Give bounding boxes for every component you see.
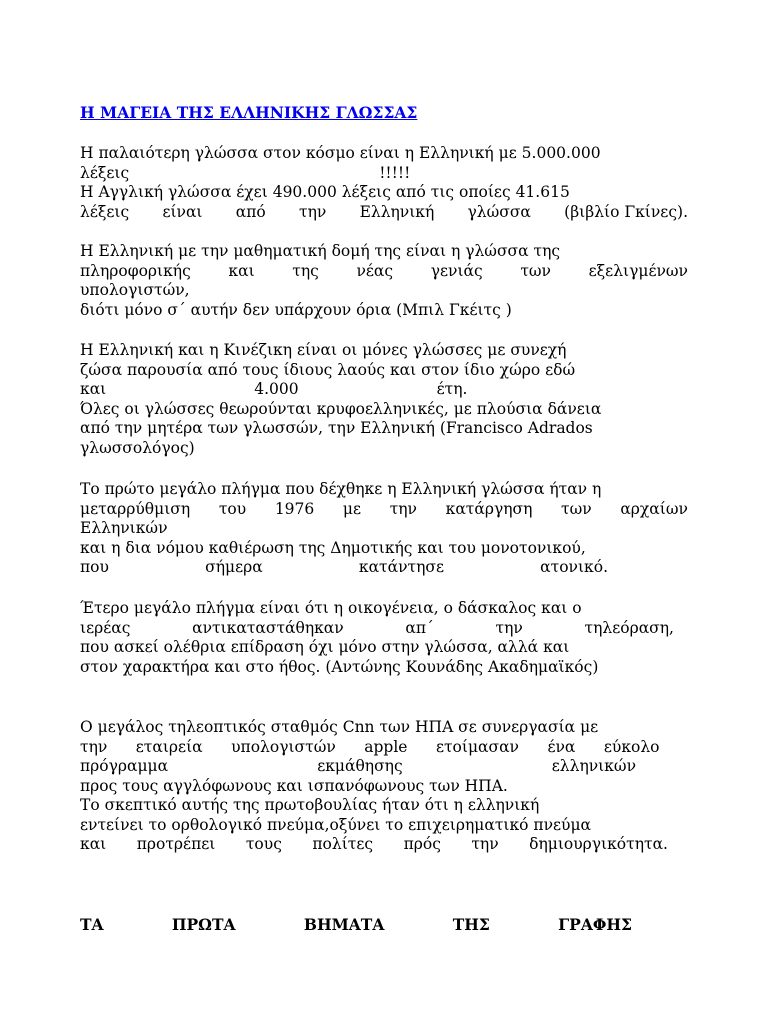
word: απ΄ <box>405 618 434 637</box>
text-line: υπολογιστών, <box>80 281 190 299</box>
word: ατονικό. <box>540 558 608 576</box>
text-line <box>80 262 688 282</box>
word: δημιουργικότητα. <box>529 835 668 853</box>
word: apple <box>364 737 408 756</box>
word: τηλεόραση, <box>584 618 674 637</box>
word: γενιάς <box>430 261 483 280</box>
heading-word: ΒΗΜΑΤΑ <box>303 915 385 934</box>
word: εύκολο <box>603 737 660 756</box>
word: πολίτες <box>312 835 374 853</box>
text-line: Το σκεπτικό αυτής της πρωτοβουλίας ήταν ότι η ελληνική <box>80 796 540 814</box>
word: ένα <box>547 737 576 756</box>
word: τους <box>245 835 282 853</box>
word: και <box>80 380 107 398</box>
word: της <box>292 261 319 280</box>
word: μεταρρύθμιση <box>80 499 191 518</box>
text-line <box>80 203 688 223</box>
heading-word: ΓΡΑΦΗΣ <box>558 915 632 934</box>
text-fragment: λέξεις <box>80 163 130 182</box>
text-line: Όλες οι γλώσσες θεωρούνται κρυφοελληνικές, με πλούσια δάνεια <box>80 399 602 418</box>
text-line <box>80 164 688 184</box>
word: ετοίμασαν <box>435 737 519 756</box>
word: κατάντησε <box>358 558 444 576</box>
word: εξελιγμένων <box>588 261 688 280</box>
word: (βιβλίο Γκίνες). <box>564 202 688 221</box>
heading-word: ΤΑ <box>80 915 104 934</box>
text-line: Το πρώτο μεγάλο πλήγμα που δέχθηκε η Ελληνική γλώσσα ήταν η <box>80 480 602 498</box>
text-line: Η Ελληνική με την μαθηματική δομή της είναι η γλώσσα της <box>80 242 561 260</box>
word: και <box>80 835 107 853</box>
word: εταιρεία <box>135 737 203 756</box>
word: πρόγραμμα <box>80 757 169 775</box>
word: την <box>299 202 327 221</box>
text-line: ζώσα παρουσία από τους ίδιους λαούς και στον ίδιο χώρο εδώ <box>80 360 576 379</box>
text-line <box>80 738 688 758</box>
word: νέας <box>356 261 394 280</box>
text-line <box>80 380 688 400</box>
paragraph-family-teacher <box>80 599 688 677</box>
word: κατάργηση <box>445 499 533 518</box>
word: λέξεις <box>80 202 130 221</box>
word: με <box>342 499 362 518</box>
word: αντικαταστάθηκαν <box>192 618 344 637</box>
text-line: Ο μεγάλος τηλεοπτικός σταθμός Cnn των ΗΠΑ σε συνεργασία με <box>80 718 599 736</box>
text-line <box>80 835 668 855</box>
text-line: Ελληνικών <box>80 519 168 537</box>
word: του <box>218 499 247 518</box>
text-line: Η Ελληνική και η Κινέζικη είναι οι μόνες γλώσσες με συνεχή <box>80 341 567 359</box>
section-heading-first-steps-of-writing <box>80 915 632 934</box>
word: υπολογιστών <box>231 737 336 756</box>
word: εκμάθησης <box>317 757 403 775</box>
paragraph-oldest-language <box>80 144 688 222</box>
word: ελληνικών <box>551 757 636 775</box>
text-line: Η Αγγλική γλώσσα έχει 490.000 λέξεις από τις οποίες 41.615 <box>80 183 570 201</box>
word: γλώσσα <box>467 202 531 221</box>
text-line: από την μητέρα των γλωσσών, την Ελληνική (Francisco Adrados <box>80 419 593 437</box>
text-fragment: !!!!! <box>379 163 411 182</box>
paragraph-cnn-apple <box>80 718 688 855</box>
text-line <box>80 757 636 777</box>
word: την <box>471 835 499 853</box>
text-line: διότι μόνο σ΄ αυτήν δεν υπάρχουν όρια (Μπιλ Γκέιτς ) <box>80 300 512 319</box>
word: την <box>80 737 108 756</box>
text-line <box>80 558 608 578</box>
word: από <box>235 202 266 221</box>
text-line: προς τους αγγλόφωνους και ισπανόφωνους των ΗΠΑ. <box>80 776 508 795</box>
word: την <box>389 499 417 518</box>
paragraph-computer-language <box>80 242 688 320</box>
word: είναι <box>162 202 203 221</box>
text-line: εντείνει το ορθολογικό πνεύμα,οξύνει το επιχειρηματικό πνεύμα <box>80 815 592 834</box>
word: Ελληνική <box>359 202 435 221</box>
heading-word: ΠΡΩΤΑ <box>171 915 236 934</box>
text-line <box>80 500 688 520</box>
text-line <box>80 619 674 639</box>
paragraph-1976-reform <box>80 480 688 578</box>
word: πρός <box>403 835 441 853</box>
word: προτρέπει <box>136 835 216 853</box>
word: που <box>80 558 109 576</box>
word: 1976 <box>274 499 315 518</box>
text-line: γλωσσολόγος) <box>80 438 195 457</box>
word: πληροφορικής <box>80 261 191 280</box>
paragraph-greek-chinese <box>80 341 688 458</box>
word: και <box>228 261 255 280</box>
document-title-link[interactable]: Η ΜΑΓΕΙΑ ΤΗΣ ΕΛΛΗΝΙΚΗΣ ΓΛΩΣΣΑΣ <box>80 103 418 122</box>
word: των <box>520 261 551 280</box>
text-line: στον χαρακτήρα και στο ήθος. (Αντώνης Κουνάδης Ακαδημαϊκός) <box>80 657 599 676</box>
text-line: Η παλαιότερη γλώσσα στον κόσμο είναι η Ελληνική με 5.000.000 <box>80 144 601 162</box>
word: ιερέας <box>80 618 131 637</box>
text-line: που ασκεί ολέθρια επίδραση όχι μόνο στην γλώσσα, αλλά και <box>80 638 570 656</box>
text-line: Έτερο μεγάλο πλήγμα είναι ότι η οικογένεια, ο δάσκαλος και ο <box>80 599 582 617</box>
word: σήμερα <box>205 558 263 576</box>
word: των <box>561 499 592 518</box>
word: αρχαίων <box>620 499 688 518</box>
word: 4.000 <box>254 380 299 398</box>
heading-word: ΤΗΣ <box>452 915 490 934</box>
word: έτη. <box>436 380 468 398</box>
word: την <box>495 618 523 637</box>
text-line: και η δια νόμου καθιέρωση της Δημοτικής και του μονοτονικού, <box>80 538 586 557</box>
